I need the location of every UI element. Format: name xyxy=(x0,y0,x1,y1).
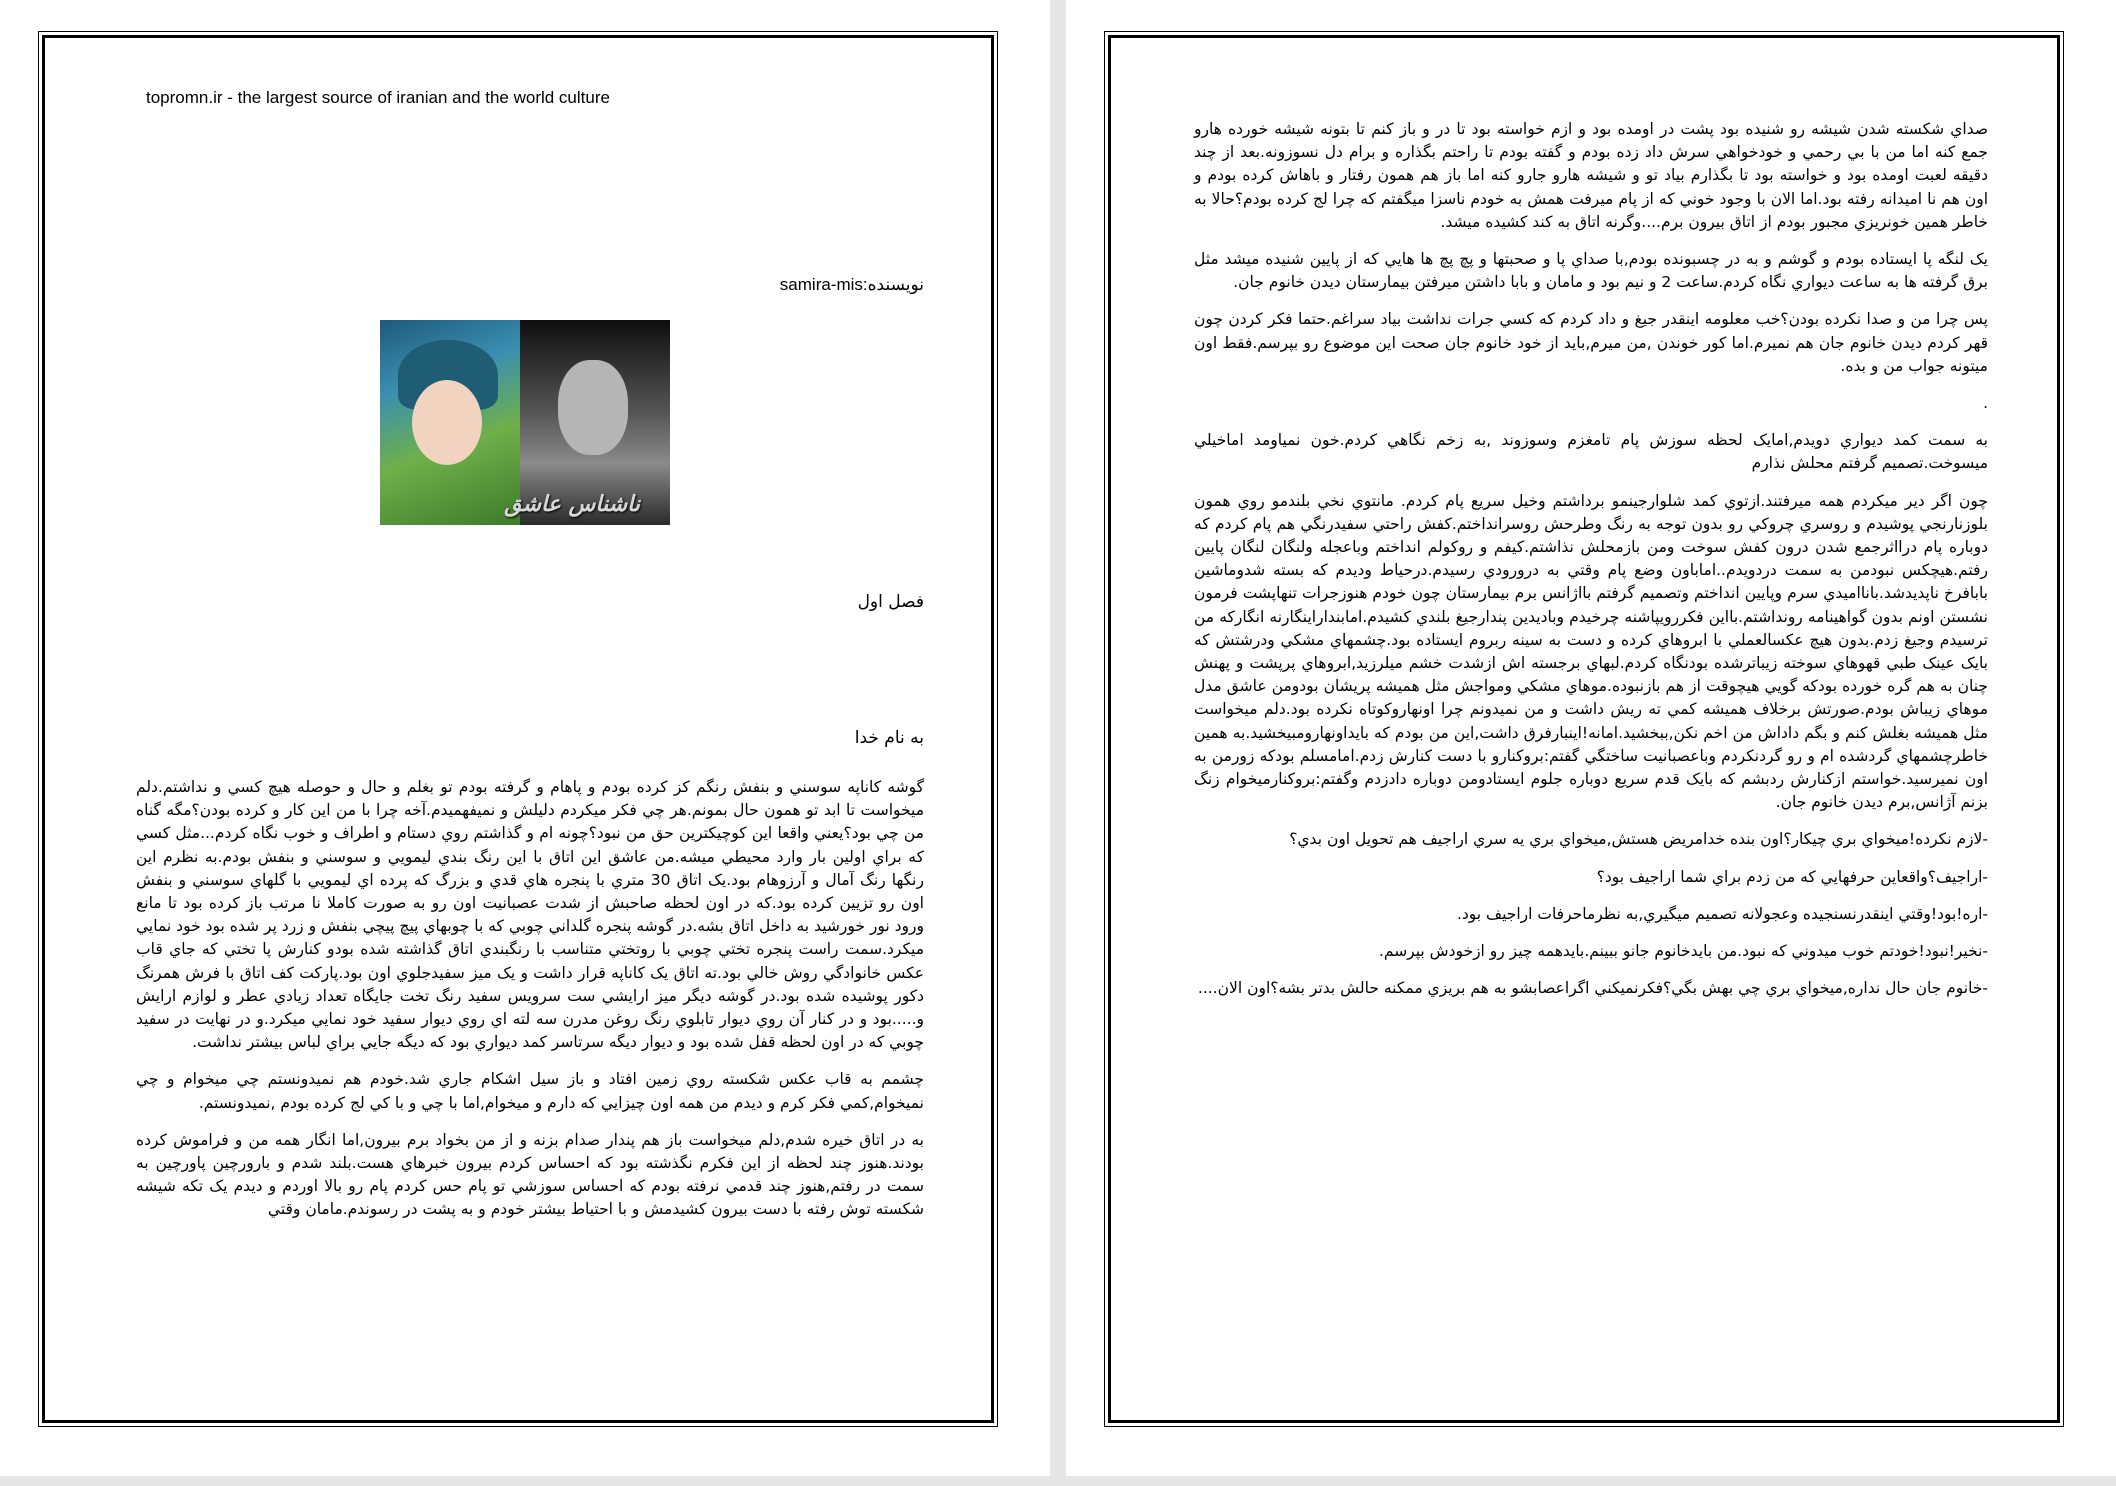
right-page-body xyxy=(1194,118,1988,1015)
chapter-title: فصل اول xyxy=(857,592,924,612)
paragraph: به در اتاق خيره شدم,دلم ميخواست باز هم پندار صدام بزنه و از من بخواد برم بيرون,اما انگار همه من و فراموش کرده بودند.هنوز چند لحظه از اين فکرم نگذشته بود که احساس کردم بيرون خبرهاي هست.بلند شدم و بارورچين پاورچين به سمت در رفتم,هنوز چند قدمي نرفته بودم که احساس سوزشي تو پام حس کردم پام رو بالا اوردم و ديدم يک تکه شيشه شکسته توش رفته با دست بيرون کشيدمش و با احتياط بيشتر خودم و به پشت در رسوندم.مامان وقتي xyxy=(136,1130,924,1219)
paragraph: به سمت کمد ديواري دويدم,امايک لحظه سوزش پام تامغزم وسوزوند ,به زخم نگاهي کردم.خون نمياومد اماخيلي ميسوخت.تصميم گرفتم محلش نذارم xyxy=(1194,431,1988,473)
paragraph: چون اگر دير ميکردم همه ميرفتند.ازتوي کمد شلوارجينمو برداشتم وخيل سريع پام کردم. مانتوي نخي بلندمو روي همون بلوزنارنجي پوشيدم و روسري چروکي رو بدون توجه به رنگ وطرحش روسرانداختم.کفش راحتي سفيدرنگي هم پام کردم که دوباره پام درااثرجمع شدن درون کفش سوخت ومن بازمحلش نذاشتم.کيفم و روکولم انداختم وباعجله ولنگان لنگان پايين رفتم.هيچکس نبودمن به سمت دردويدم..اماباون وضع پام وقتي به درورودي رسيدم.درحياط وديدم که بسته شدوماشين بابافرخ ناپديدشد.بانااميدي سرم وپايين انداختم وتصميم گرفتم بااژانس برم بيمارستان چون خودم هنوزجرات تنهاپشت فرمون نشستن اونم بدون گواهينامه رونداشتم.بااين فکررويپاشنه چرخيدم وباديدين پندارجيغ بلندي کشيدم.امابنداراينگارنه انگارکه من ترسيدم وجيغ زدم.بدون هيچ عکسالعملي با ابروهاي کرده و دست به سينه ربروم ايستاده بود.چشمهاي مشکي ودرشتش که بايک عينک طبي قهوهاي سوخته زيباترشده بودنگاه کردم.لبهاي برجسته اش ازشدت خشم ميلرزيد,ابروهاي پرپشت و پهنش چنان به هم گره خورده بودکه گويي هيچوقت از هم بازنبوده.موهاي مشکي ومواجش مثل هميشه پريشان بودومن عاشق مدل موهاي زيباش بودم.صورتش برخلاف هميشه کمي ته ريش داشت و من نميدونم چرا اونهاروکوتاه نکرده بود.دلم ميخواست مثل هميشه بغلش کنم و بگم داداش من اخم نکن,ببخشيد.امانه!اينبارفرق داشت,اين من بودم که بايداونهارومبيخشيد.به همين خاطرچشمهاي گردشده ام و رو گردنکردم وباعصبانيت ساختگي گفتم:بروکنارو با دست کنارش زدم.امامسلم بودکه زورمن به اون نميرسيد.خواستم ازکنارش ردبشم که بايک قدم سريع دوباره جلوم ايستادومن دوباره دادزدم وگفتم:بروکنارميخوام زنگ بزنم آژانس,برم ديدن خانوم جان. xyxy=(1194,491,1988,812)
cover-girl-photo xyxy=(380,320,520,525)
left-page-body xyxy=(136,776,924,1236)
cover-title: ناشناس عاشق xyxy=(504,492,640,517)
paragraph: . xyxy=(1983,394,1988,413)
document-page-left xyxy=(0,0,1050,1476)
paragraph: -خانوم جان حال نداره,ميخواي بري چي بهش بگي؟فکرنميکني اگراعصابشو به هم بريزي ممکنه حالش بدتر بشه؟اون الان.... xyxy=(1197,979,1988,998)
paragraph: صداي شکسته شدن شيشه رو شنيده بود پشت در اومده بود و ازم خواسته بود تا در و باز کنم تا بتونه شيشه خورده هارو جمع کنه اما من با بي رحمي و خودخواهي سرش داد زده بودم و گفته بودم تا راحتم بگذاره و برام دل نسوزونه.بعد از چند دقيقه لعبت اومده بود و خواسته بود تا بگذارم بياد تو و شيشه هارو جارو کنه اما باز هم همون رفتار و باهاش کرده بودم و اون هم نا اميدانه رفته بود.اما الان با وجود خوني که از پام ميرفت همش به خودم ناسزا ميگفتم که چرا لج کرده بودم؟حالا به خاطر همين خونريزي مجبور بودم از اتاق بيرون برم....وگرنه اتاق به کند کشيده ميشد. xyxy=(1194,120,1988,231)
author-line: نویسنده:samira-mis xyxy=(779,275,924,294)
site-header[interactable]: topromn.ir - the largest source of iranian and the world culture xyxy=(146,88,610,107)
paragraph: چشمم به قاب عکس شکسته روي زمين افتاد و باز سيل اشکام جاري شد.خودم هم نميدونستم چي ميخوام و چي نميخوام,کمي فکر کرم و ديدم من همه اون چيزايي که دارم و ميخوام,اما با چي و با کي لج کرده بودم ,نميدونستم. xyxy=(136,1070,924,1112)
paragraph: گوشه کاناپه سوسني و بنفش رنگم کز کرده بودم و پاهام و گرفته بودم تو بغلم و حال و حوصله هيچ کسي و نداشتم.دلم ميخواست تا ابد تو همون حال بمونم.هر چي فکر ميکردم دليلش و نميفهميدم.آخه چرا با من اين کار و کرده بودن؟مگه گناه من چي بود؟يعني واقعا اين کوچيکترين حق من نبود؟چونه ام و گذاشتم روي دستام و اطراف و خوب نگاه کردم...مثل کسي که براي اولين بار وارد محيطي ميشه.من عاشق اين اتاق با اين رنگ بندي ليمويي و سوسني و بنفش بودم.به نظرم اين رنگها رنگ آمال و آرزوهام بود.يک اتاق 30 متري با پنجره هاي قدي و بزرگ که پرده اي ليمويي با گلهاي سوسني و بنفش اون رو تزيين کرده بود.که در اون لحظه صاحبش از شدت عصبانيت اون رو به صورت کاملا نا مرتب باز کرده بود تا مانع ورود نور خورشيد به داخل اتاق بشه.در گوشه پنجره گلداني چوبي که با چوبهاي پيچ پيچي بنفش و زرد پر شده بود خود نمايي ميکرد.سمت راست پنجره تختي چوبي با روتختي متناسب با رنگبندي اتاق گذاشته شده بودو کنارش پا تختي که جاي قاب عکس خانوادگي روش خالي بود.ته اتاق يک کاناپه قرار داشت و يک ميز سفيدجلوي اون بود.پارکت کف اتاق با فرش همرنگ دکور پوشيده شده بود.در گوشه ديگر ميز ارايشي ست سرويس سفيد رنگ تخت جايگاه تعداد زيادي عطر و لوازم ارايش و.....بود و در کنار آن روي ديوار تابلوي رنگ روغن مدرن سه لته اي روي ديوار سفيد خود نمايي ميکرد.و در نهايت در سفيد چوبي که در اون لحظه قفل شده بود و ديوار ديگه سرتاسر کمد ديواري بود که ديگه جايي براي لباس بيشتر نداشت. xyxy=(136,778,924,1052)
invocation: به نام خدا xyxy=(854,728,924,748)
paragraph: يک لنگه پا ايستاده بودم و گوشم و به در چسبونده بودم,با صداي پا و صحبتها و پچ پچ ها هايي که از پايين شنيده ميشد مثل برق گرفته ها به ساعت ديواري نگاه کردم.ساعت 2 و نيم بود و مامان و بابا داشتن ميرفتن بيمارستان ديدن خانوم جان. xyxy=(1194,250,1988,292)
paragraph: -لازم نکرده!ميخواي بري چيکار؟اون بنده خدامريض هستش,ميخواي بري يه سري اراجيف هم تحويل اون بدي؟ xyxy=(1289,830,1988,849)
paragraph: پس چرا من و صدا نکرده بودن؟خب معلومه اينقدر جيغ و داد کردم که کسي جرات نداشت بياد سراغم.حتما فکر کردن چون قهر کردم ديدن خانوم جان هم نميرم.اما کور خوندن ,من ميرم,بايد از خود خانوم جان صحت اين موضوع رو بپرسم.فقط اون ميتونه جواب من و بده. xyxy=(1194,310,1988,375)
paragraph: -اره!بود!وقتي اينقدرنسنجيده وعجولانه تصميم ميگيري,به نظرماحرفات اراجيف بود. xyxy=(1456,904,1988,923)
paragraph: -اراجيف؟واقعاين حرفهايي که من زدم براي شما اراجيف بود؟ xyxy=(1596,867,1988,886)
cover-image xyxy=(380,320,670,525)
paragraph: -نخير!نبود!خودتم خوب ميدوني که نبود.من بايدخانوم جانو ببينم.بايدهمه چيز رو ازخودش بپرسم. xyxy=(1378,942,1988,961)
